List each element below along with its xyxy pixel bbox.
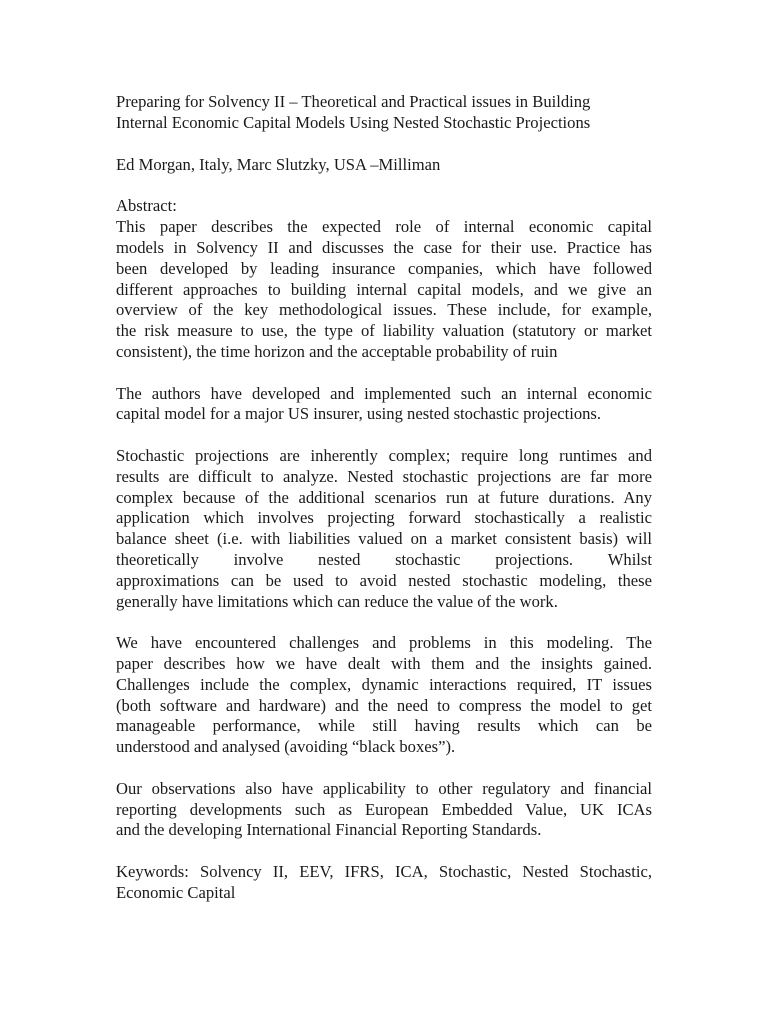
title-line-1: Preparing for Solvency II – Theoretical and Practical issues in Building — [116, 92, 591, 111]
text-line: Stochastic projections are inherently complex; require long runtimes and — [116, 445, 652, 465]
paper-title — [116, 92, 652, 134]
text-line: and the developing International Financial Reporting Standards. — [116, 820, 542, 840]
text-line: Our observations also have applicability to other regulatory and financial — [116, 778, 652, 798]
text-line: (both software and hardware) and the need to compress the model to get — [116, 695, 652, 715]
text-line: reporting developments such as European Embedded Value, UK ICAs — [116, 799, 652, 819]
text-line: The authors have developed and implemented such an internal economic — [116, 383, 652, 403]
text-line: different approaches to building internal capital models, and we give an — [116, 279, 652, 299]
paragraph — [116, 446, 652, 612]
text-line: overview of the key methodological issues. These include, for example, — [116, 300, 652, 320]
title-line-2: Internal Economic Capital Models Using Nested Stochastic Projections — [116, 112, 591, 132]
word: Whilst — [607, 549, 652, 569]
text-line: application which involves projecting forward stochastically a realistic — [116, 508, 652, 528]
paragraph — [116, 384, 652, 426]
paragraph — [116, 217, 652, 363]
text-line: capital model for a major US insurer, using nested stochastic projections. — [116, 404, 602, 424]
text-line: Keywords: Solvency II, EEV, IFRS, ICA, Stochastic, Nested Stochastic, — [116, 861, 652, 881]
text-line: the risk measure to use, the type of liability valuation (statutory or market — [116, 321, 652, 341]
text-line: been developed by leading insurance companies, which have followed — [116, 258, 652, 278]
text-line: This paper describes the expected role of internal economic capital — [116, 217, 652, 237]
word: nested — [318, 549, 361, 569]
text-line: balance sheet (i.e. with liabilities valued on a market consistent basis) will — [116, 529, 652, 549]
text-line: We have encountered challenges and problems in this modeling. The — [116, 633, 652, 653]
abstract-label: Abstract: — [116, 196, 177, 216]
text-line: manageable performance, while still having results which can be — [116, 716, 652, 736]
text-line: approximations can be used to avoid nested stochastic modeling, these — [116, 570, 652, 590]
text-line: understood and analysed (avoiding “black boxes”). — [116, 737, 456, 757]
paragraph — [116, 862, 652, 904]
abstract-body — [116, 217, 652, 903]
paragraph — [116, 633, 652, 758]
text-line: results are difficult to analyze. Nested stochastic projections are far more — [116, 466, 652, 486]
text-line: generally have limitations which can reduce the value of the work. — [116, 591, 558, 611]
text-line: consistent), the time horizon and the acceptable probability of ruin — [116, 341, 558, 361]
word: stochastic — [395, 549, 461, 569]
text-line: paper describes how we have dealt with them and the insights gained. — [116, 653, 652, 673]
text-line: Economic Capital — [116, 882, 236, 902]
word: involve — [233, 549, 284, 569]
document-page — [116, 92, 652, 903]
text-line: complex because of the additional scenarios run at future durations. Any — [116, 487, 652, 507]
word: projections. — [495, 549, 574, 569]
text-line — [116, 550, 652, 571]
word: theoretically — [116, 549, 199, 569]
text-line: models in Solvency II and discusses the case for their use. Practice has — [116, 237, 652, 257]
authors-line: Ed Morgan, Italy, Marc Slutzky, USA –Milliman — [116, 154, 441, 174]
text-line: Challenges include the complex, dynamic interactions required, IT issues — [116, 674, 652, 694]
paragraph — [116, 779, 652, 841]
